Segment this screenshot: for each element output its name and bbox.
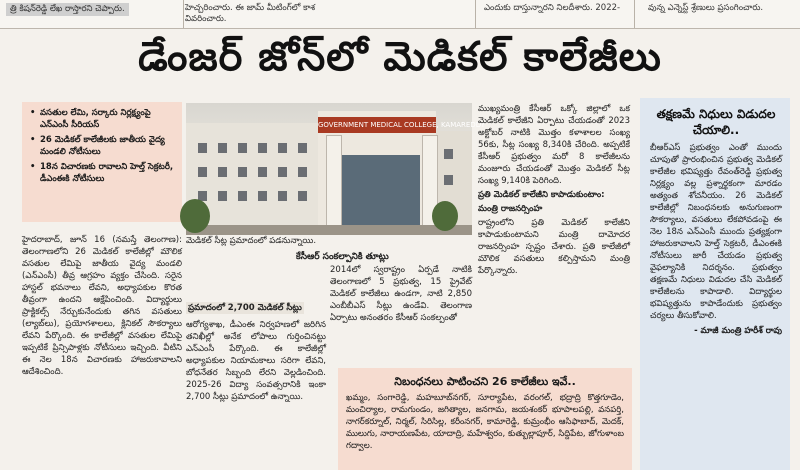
subhead-seats: ప్రమాదంలో 2,700 మెడికల్ సీట్లు — [188, 303, 302, 313]
highlights-box — [22, 102, 182, 222]
sidebar-signature: - మాజీ మంత్రి హరీశ్ రావు — [694, 326, 782, 336]
top-strip — [0, 0, 800, 29]
top-strip-col2: హెచ్చరించారు. ఈ జామ్ మీటింగ్‌లో కాశ వివరించారు. — [185, 3, 316, 24]
article-paragraph: 2014లో స్వరాష్ట్రం ఏర్పడే నాటికి తెలంగాణలో 5 ప్రభుత్వ, 15 ప్రైవేట్ మెడికల్ కాలేజీలు ఉండగా, నాటి 2,850 ఎంబీబీఎస్ సీట్లు ఉండేవి. తెలంగాణ ఏర్పాటు అనంతరం కేసీఆర్ సంకల్పంతో — [330, 265, 472, 323]
headline: డేంజర్ జోన్‌లో మెడికల్ కాలేజీలు — [138, 34, 662, 80]
subhead-college: ప్రతి మెడికల్ కాలేజీని కాపాడుకుంటాం: — [478, 190, 605, 200]
top-strip-col4: వున్న ఎన్నెస్ట్ శ్రేణులు ప్రసంగించారు. — [648, 3, 764, 13]
seats-subhead-wrap — [186, 302, 326, 318]
sidebar-title: తక్షణమే నిధులు విడుదల చేయాలి.. — [656, 107, 776, 137]
column-divider — [634, 0, 635, 28]
college-photo — [186, 103, 486, 235]
middle-right-column — [330, 264, 472, 356]
sidebar-box — [640, 98, 790, 470]
article-paragraph: హైదరాబాద్, జూన్ 16 (నమస్తే తెలంగాణ): తెలంగాణలోని 26 మెడికల్ కాలేజీల్లో మౌలిక వసతుల లేమిపై జాతీయ వైద్య మండలి (ఎన్‌ఎంసీ) తీవ్ర ఆగ్రహం వ్యక్తం చేసింది. సరైన హాస్టల్ భవనాలు లేవని, అధ్యాపకుల కొరత తీవ్రంగా ఉందని ఆక్షేపించింది. విద్యార్థులు ప్రాక్టికల్స్ నేర్చుకునేందుకు తగిన వసతులు (ల్యాబ్‌లు), ప్రయోగశాలలు, క్లినికల్ సౌకర్యాలు లేవని పేర్కొంది. ఈ కాలేజీల్లో వసతుల లేమిపై ఇప్పటికే ప్రిన్సిపాళ్లకు నోటీసులు ఇచ్చింది. వీటిని ఈ నెల 18న విచారణకు హాజరుకావాలని ఆదేశించింది. — [22, 235, 182, 377]
colleges-list-title: నిబంధనలు పాటించని 26 కాలేజీలు ఇవే.. — [394, 375, 576, 388]
subhead-kcr: కేసీఆర్ సంకల్పానికి తూట్లు — [296, 252, 389, 262]
subhead-minister: మంత్రి రాజనర్సింహ — [478, 204, 543, 214]
top-strip-col3: ఎందుకు దాస్తున్నారని నిలదీశారు. 2022- — [484, 3, 621, 13]
colleges-list-box — [338, 368, 632, 470]
column-divider — [183, 0, 184, 28]
photo-caption: మెడికల్ సీట్ల ప్రమాదంలో పడనున్నాయి. — [186, 236, 317, 246]
article-paragraph: రాష్ట్రంలోని ప్రతి మెడికల్ కాలేజీని కాపాడుకుంటామని మంత్రి దామోదర రాజనర్సింహ స్పష్టం చేశారు. ప్రతి కాలేజీలో మౌలిక వసతులు కల్పిస్తామని మంత్రి పేర్కొన్నారు. — [478, 218, 630, 276]
middle-left-column — [186, 319, 326, 469]
sidebar-body: బీఆర్‌ఎస్ ప్రభుత్వం ఎంతో ముందు చూపుతో ప్రారంభించిన ప్రభుత్వ మెడికల్ కాలేజీల భవిష్యత్తు రేవంత్‌రెడ్డి ప్రభుత్వ నిర్లక్ష్యం వల్ల ప్రశ్నార్థకంగా మారడం అత్యంత శోచనీయం. 26 మెడికల్ కాలేజీల్లో నిబంధనలకు అనుగుణంగా సౌకర్యాలు, వసతులు లేకపోవడంపై ఈ నెల 18న ఎన్‌ఎంసీ ముందు ప్రత్యక్షంగా హాజరుకావాలని హెల్త్ సెక్రటరీ, డీఎంఈకి నోటీసులు జారీ చేయడం ప్రభుత్వ వైఫల్యానికి నిదర్శనం. ప్రభుత్వం తక్షణమే నిధులు విడుదల చేసి మెడికల్ కాలేజీలను కాపాడాలి. విద్యార్థుల భవిష్యత్తును కాపాడేందుకు ప్రభుత్వం చర్యలు తీసుకోవాలి. — [650, 143, 782, 321]
top-strip-col1: త్రి కిషన్‌రెడ్డి లేఖ రాస్తారని చెప్పారు. — [6, 3, 129, 16]
highlight-item: • 18న విచారణకు రావాలని హెల్త్ సెక్రటరీ, డీఎంఈకి నోటీసులు — [30, 162, 176, 185]
article-paragraph: ముఖ్యమంత్రి కేసీఆర్ ఒక్కో జిల్లాలో ఒక మెడికల్ కాలేజీని ఏర్పాటు చేయడంతో 2023 అక్టోబర్ నాటికి మొత్తం కళాశాలల సంఖ్య 56కు, సీట్ల సంఖ్య 8,340కి చేరింది. అప్పటికే కేసీఆర్ ప్రభుత్వం మరో 8 కాలేజీలను మంజూరు చేయడంతో మొత్తం మెడికల్ సీట్ల సంఖ్య 9,140కి పెరిగింది. — [478, 104, 630, 186]
right-column — [478, 103, 630, 355]
colleges-list: ఖమ్మం, సంగారెడ్డి, మహబూబ్‌నగర్, సూర్యాపేట, వరంగల్, భద్రాద్రి కొత్తగూడెం, మంచిర్యాల, రామగుండం, జగిత్యాల, జనగామ, జయశంకర్ భూపాలపల్లి, వనపర్తి, నాగర్‌కర్నూల్, నిర్మల్, సిరిసిల్ల, కరీంనగర్, కామారెడ్డి, కుమ్రంభీం ఆసిఫాబాద్, మెదక్, ములుగు, నారాయణపేట, యాదాద్రి, మహేశ్వరం, కుత్బుల్లాపూర్, సిద్దిపేట, జోగుళాంబ గద్వాల. — [346, 393, 624, 451]
highlight-item: • 26 మెడికల్ కాలేజీలకు జాతీయ వైద్య మండలి నోటీసులు — [30, 135, 176, 158]
column-divider — [475, 0, 476, 28]
left-column — [22, 234, 182, 468]
highlight-item: • వసతుల లేమి, సర్కారు నిర్లక్ష్యంపై ఎన్‌ఎంసీ సీరియస్ — [30, 108, 176, 131]
college-banner: GOVERNMENT MEDICAL COLLEGE, KAMAREDDY — [318, 117, 436, 133]
article-paragraph: ఆరోగ్యశాఖ, డీఎంఈ నిర్వహణలో జరిగిన తనిఖీల్లో అనేక లోపాలు గుర్తించినట్టు ఎన్‌ఎంసీ పేర్కొంది. ఈ కాలేజీల్లో అధ్యాపకుల నియామకాలు సరిగా లేవని, బోధనేతర సిబ్బంది లేరని వెల్లడించింది. 2025-26 విద్యా సంవత్సరానికి ఇంకా 2,700 సీట్లు ప్రమాదంలో ఉన్నాయి. — [186, 320, 326, 402]
